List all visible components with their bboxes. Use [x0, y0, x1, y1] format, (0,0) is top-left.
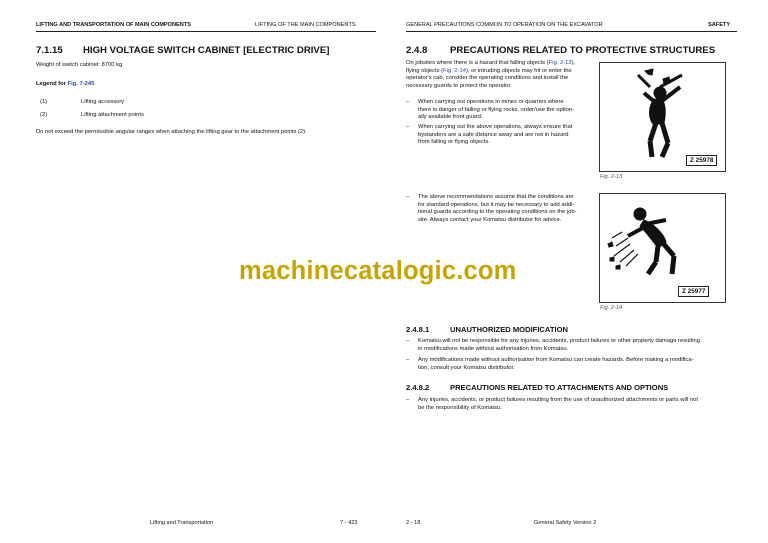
bullet-dash: – [406, 338, 410, 344]
subsection-number: 2.4.8.2 [406, 383, 430, 392]
intro-line-3: operator's cab, consider the operating conditions and install the [406, 75, 569, 82]
bullet-line: Any injuries, accidents, or product failures resulting from the use of unauthorized attachments or parts will not [418, 397, 698, 403]
fig-2-14-link[interactable]: Fig. 2-14 [443, 67, 466, 74]
figure-caption: Fig. 2-13 [600, 174, 623, 180]
bullet-dash: – [406, 99, 410, 105]
right-footer-page: 2 - 18 [406, 520, 421, 526]
legend-prefix: Legend for [36, 81, 66, 87]
bullet-line: there is danger of falling or flying rocks, order/use the option- [418, 106, 574, 113]
fig-2-13-link[interactable]: Fig. 2-13 [548, 60, 572, 66]
intro-line-1 [406, 60, 602, 68]
right-header-section: GENERAL PRECAUTIONS COMMON TO OPERATION ON THE EXCAVATOR [406, 22, 603, 28]
bullet-line: bystanders are a safe distance away and are not in hazard [418, 131, 569, 138]
left-header-section: LIFTING OF THE MAIN COMPONENTS [255, 22, 356, 28]
figure-code-label: Z 25978 [686, 155, 717, 166]
bullet-line: ally available front guard. [418, 114, 483, 121]
figure-code-label: Z 25977 [678, 286, 709, 297]
left-section-heading [36, 45, 329, 56]
watermark-text: machinecatalogic.com [239, 257, 517, 285]
legend-heading [36, 81, 94, 89]
intro-line-4: necessary guards to protect the operator. [406, 82, 512, 89]
right-section-heading [406, 45, 715, 56]
intro-text: ), or intruding objects may hit or enter the [465, 67, 572, 74]
bullet-line: The above recommendations assume that the conditions are [418, 194, 574, 200]
bullet-line: When carrying out operations in mines or quarries where [418, 99, 564, 105]
legend-item-num-2: (2) [40, 112, 48, 118]
subsection-heading-attachments [406, 383, 668, 392]
intro-text: ), [571, 60, 576, 66]
right-header-rule [406, 31, 737, 32]
bullet-mines [418, 99, 574, 122]
bullet-line: for standard operations, but it may be necessary to add addi- [418, 201, 575, 208]
left-footer-page: 7 - 423 [340, 520, 358, 526]
subsection-heading-modification [406, 325, 568, 334]
bullet-line: When carrying out the above operations, always ensure that [418, 124, 573, 130]
bullet-line: in modifications made without authorisation from Komatsu. [418, 345, 569, 352]
bullet-line: from falling or flying objects. [418, 139, 490, 146]
bullet-line: be the responsibility of Komatsu. [418, 404, 502, 411]
left-section-number: 7.1.15 [36, 45, 63, 56]
legend-item-num-1: (1) [40, 99, 48, 105]
subsection-number: 2.4.8.1 [406, 325, 430, 334]
legend-fig-link[interactable]: Fig. 7-245 [67, 81, 95, 87]
bullet-recommendations [418, 194, 577, 224]
bullet-line: Komatsu will not be responsible for any injuries, accidents, product failures or other property damage resulting [418, 338, 700, 344]
figure-caption: Fig. 2-14 [600, 305, 623, 311]
subsection-title: PRECAUTIONS RELATED TO ATTACHMENTS AND OPTIONS [450, 383, 669, 392]
bullet-dash: – [406, 124, 410, 130]
left-header-chapter: LIFTING AND TRANSPORTATION OF MAIN COMPONENTS [36, 22, 191, 28]
intro-text: flying objects ( [406, 67, 444, 74]
bullet-line: tion, consult your Komatsu distributor. [418, 364, 515, 371]
bullet-dash: – [406, 357, 410, 363]
bullet-line: site. Always contact your Komatsu distributor for advice. [418, 216, 562, 223]
left-footer-title: Lifting and Transportation [150, 520, 214, 526]
intro-text: On jobsites where there is a hazard that falling objects ( [406, 60, 549, 66]
bullet-dash: – [406, 194, 410, 200]
bullet-bystanders [418, 124, 572, 147]
left-header-rule [36, 31, 376, 32]
right-section-number: 2.4.8 [406, 45, 428, 56]
subsection-title: UNAUTHORIZED MODIFICATION [450, 325, 568, 334]
bullet-line: tional guards according to the operating conditions on the job- [418, 209, 577, 216]
legend-item-text-1: Lifting accessory [81, 99, 125, 105]
right-section-title: PRECAUTIONS RELATED TO PROTECTIVE STRUCTURES [450, 45, 716, 56]
right-footer-title: General Safety Version 2 [534, 520, 597, 526]
weight-text: Weight of switch cabinet: 8700 kg [36, 62, 123, 68]
bullet-responsibility [418, 338, 700, 353]
figure-flying-objects [599, 193, 726, 303]
left-section-title: HIGH VOLTAGE SWITCH CABINET [ELECTRIC DRIVE] [83, 45, 330, 56]
right-header-chapter: SAFETY [708, 22, 731, 28]
intro-line-2 [406, 68, 602, 76]
legend-item-text-2: Lifting attachment points [81, 112, 144, 118]
bullet-dash: – [406, 397, 410, 403]
bullet-hazards [418, 357, 694, 372]
intro-paragraph [406, 60, 602, 90]
lifting-note: Do not exceed the permissible angular ranges when attaching the lifting gear to the attachment points (2). [36, 129, 307, 135]
figure-falling-objects [599, 62, 726, 172]
bullet-line: Any modifications made without authorisation from Komatsu can create hazards. Before making a modifica- [418, 357, 694, 363]
bullet-attachments [418, 397, 698, 412]
